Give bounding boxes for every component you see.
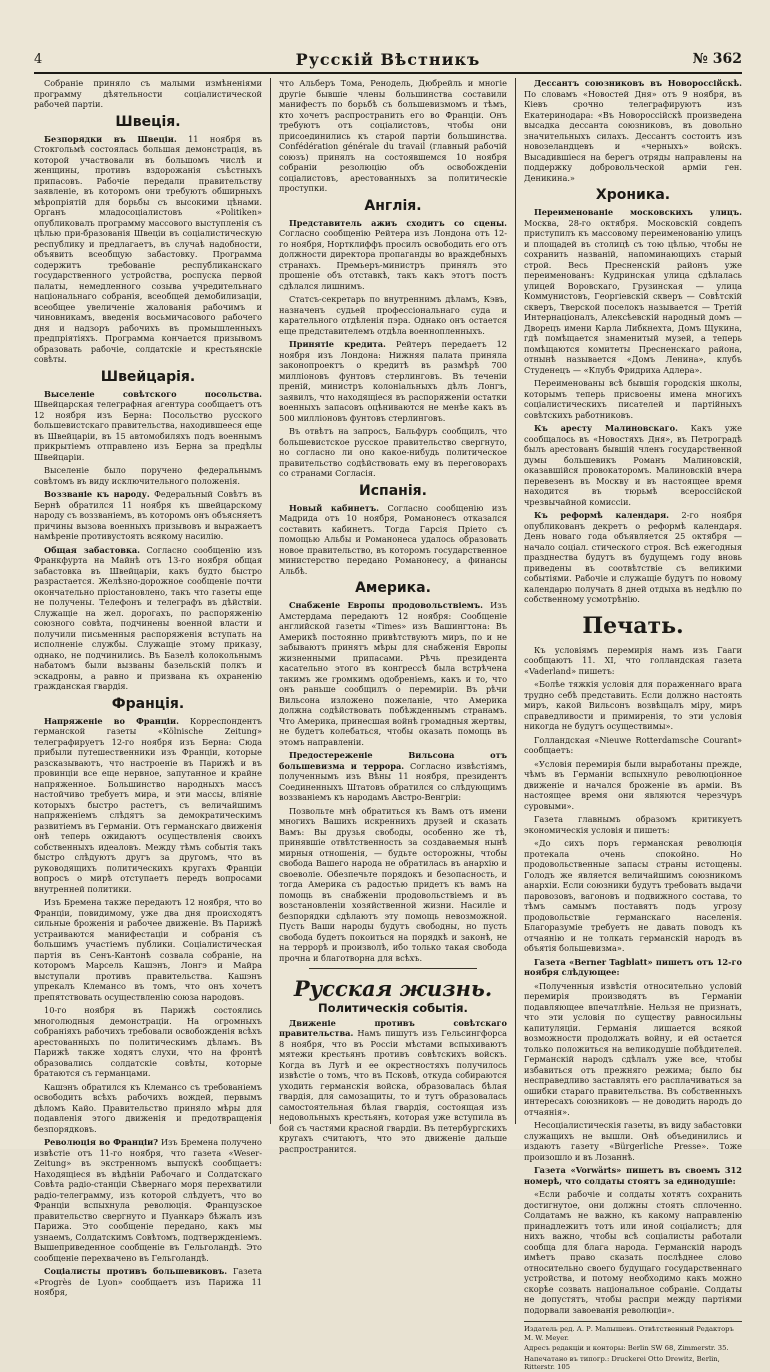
article-france — [34, 716, 262, 895]
article-text: Въ отвѣтъ на запросъ, Бальфуръ сообщилъ, что большевистское русское правительство свергнуто, но согласно ли оно какое-нибудь политическое правительство содѣйствовать ему въ переговорахъ со странами Согласія. — [279, 426, 507, 478]
section-heading-press: Печать. — [582, 612, 684, 639]
article-text: Несоціалистическія газеты, въ виду забастовки служащихъ не вышли. Онѣ объединились и издаютъ газету «Bürgerliche Presse». Тоже произошло и въ Лозаннѣ. — [524, 1120, 742, 1162]
issue-number: № 362 — [692, 51, 742, 67]
article-text: Къ условіямъ перемирія намъ изъ Гааги сообщаютъ 11. XI, что голландская газета «Vaderland» пишетъ: — [524, 644, 742, 676]
article-text: Намъ пишутъ изъ Гельсингфорса 8 ноября, что въ Россіи мѣстами вспыхиваютъ мятежи крестьянъ противъ совѣтскихъ войскъ. Когда въ Лугѣ и ее окрестностяхъ получилось извѣстіе о томъ, что въ Псковѣ, откуда собираются уходить германскія войска, образовалась бѣлая гвардія, для самозащиты, то и тутъ образовалась самостоятельная бѣлая гвардія, состоящая изъ недовольныхъ крестьянъ, которая уже вступила въ бой съ частями красной гвардіи. Въ петербургскихъ кругахъ считаютъ, что это движеніе дальше распространится. — [279, 1028, 507, 1154]
article-movement — [279, 1018, 507, 1155]
article-lead: Новый кабинетъ. — [289, 502, 379, 513]
imprint-line: Издатель ред. А. Р. Малышевъ. Отвѣтственный Редакторъ М. W. Meyer. — [524, 1325, 734, 1342]
article-sweden — [34, 134, 262, 365]
article-strike — [34, 545, 262, 692]
article-appeal — [34, 489, 262, 542]
article-text: что Альберъ Тома, Ренодель, Дюбрейль и многіе другіе бывшіе члены большинства составили манифестъ по борьбѣ съ большевизмомъ и тѣмъ, кто хочетъ распространить его во Франціи. Онъ требуютъ отъ соціалистовъ, чтобы они присоединились къ старой партіи большинства. Confédération générale du travail (главный рабочій союзъ) принялъ на состоявшемся 10 ноября собраніи резолюцію объ освобожденіи соціалистовъ, арестованныхъ за политическіе проступки. — [279, 78, 507, 193]
masthead — [34, 50, 742, 74]
article-credit — [279, 339, 507, 423]
article-text: Согласно сообщенію Рейтера изъ Лондона отъ 12-го ноября, Нортклиффъ просилъ освободить его отъ должности директора пропаганды во враждебныхъ странахъ. Премьеръ-министръ принялъ это прошеніе объ отставкѣ, такъ какъ этотъ постъ сдѣлался лишнимъ. — [279, 228, 507, 291]
article-wilson — [279, 750, 507, 803]
article-quote: «Болѣе тяжкія условія для пораженнаго врага трудно себѣ представить. Если должно настоять миръ, какой Вильсонъ возвѣщалъ міру, миръ справедливости и примиренія, то эти условія никогда не будутъ осуществимы». — [524, 679, 742, 731]
article-lead: Къ аресту Малиновскаго. — [534, 423, 678, 433]
article-text: По словамъ «Новостей Дня» отъ 9 ноября, въ Кіевъ срочно телеграфируютъ изъ Екатеринодара: «Въ Новороссійскѣ произведена высадка дессанта союзниковъ, въ довольно значительныхъ силахъ. Дессантъ состоитъ изъ новозеландцевъ и «черныхъ» войскъ. Высадившіеся на берегъ отряды направлены на поддержку добровольческой арміи ген. Деникина.» — [524, 88, 742, 183]
article-quote: «Если рабочіе и солдаты хотятъ сохранить достигнутое, они должны стоять сплоченно. Солдатамъ не важно, къ какому направленію принадлежитъ тотъ или иной соціалистъ; для нихъ важно, чтобы всѣ соціалисты работали сообща для блага народа. Германскій народъ имѣетъ право сказать послѣднее слово относительно своего будущаго государственнаго устройства, и потому необходимо какъ можно скорѣе созвать національное собраніе. Солдаты не допустятъ, чтобы распри между партіями подорвали завоеванія революціи». — [524, 1189, 742, 1315]
article-text: Изъ Бремена получено извѣстіе отъ 11-го ноября, что газета «Weser-Zeitung» въ экстренномъ выпускѣ сообщаетъ: Находящіеся въ вѣдѣніи Рабочаго и Солдатскаго Совѣта радіо-станціи Сѣвернаго моря перехватили радіо-телеграмму, изъ которой слѣдуетъ, что во Франціи вспыхнула революція. Французское правительство свергнуто и Пуанкарэ бѣжалъ изъ Парижа. Это сообщеніе передано, какъ мы узнаемъ, Солдатскимъ Совѣтомъ, подтвержденіемъ. Вышеприведенное сообщеніе въ Гельголандѣ. Это сообщеніе перехвачено въ Гельголандѣ. — [34, 1137, 262, 1263]
article-text: Выселеніе было поручено федеральнымъ совѣтомъ въ виду исключительного положенія. — [34, 465, 262, 486]
article-text: Федеральный Совѣтъ въ Бернѣ обратился 11 ноября къ швейцарскому народу съ воззваніемъ, въ которомъ онъ объясняетъ причины вызова военныхъ призывовъ и выражаетъ намѣреніе противустоять всякому насилію. — [34, 489, 262, 541]
divider — [309, 968, 477, 969]
article-cabinet — [279, 503, 507, 577]
article-lead: Выселеніе совѣтского посольства. — [44, 388, 262, 399]
article-lead: Предостереженіе Вильсона отъ большевизма и террора. — [279, 750, 507, 771]
article-text: 2-го ноября опубликованъ декретъ о реформѣ календаря. День новаго года объявляется 25 октября — начало соціал. стического строя. Всѣ ежегодныя празднества будутъ въ будущемъ году вновь приведены въ соотвѣтствіе съ великими событіями. Рабочіе и служащіе будутъ по новому календарю получать 8 дней отдыха въ недѣлю по собственному усмотрѣнію. — [524, 510, 742, 604]
intro-paragraph: Собраніе приняло съ малыми измѣненіями программу дѣятельности соціалистической рабочей партіи. — [34, 78, 262, 109]
article-text: Москва, 28-го октября. Московскій совдепъ приступилъ къ массовому переименованію улицъ и площадей въ столицѣ съ тою цѣлью, чтобы не сохранить названій, напоминающихъ старый строй. Весь Пресненскій районъ уже переименованъ: Кудринская улица сдѣлалась улицей Воровскаго, Грузинская — улица Коммунистовъ, Георгіевскій скверъ — Совѣтскій скверъ, Тверской поселокъ называется — Третій Интернаціоналъ, Алексѣевскій народный домъ — Дворецъ имени Карла Либкнехта, Домъ Щукина, гдѣ помѣщается знаменитый музей, а теперь помѣщаются комитеты Пресненскаго района, отнынѣ называется «Домъ Ленина», клубъ Студенецъ — «Клубъ Фридриха Адлера». — [524, 217, 742, 375]
article-lead: Дессантъ союзниковъ въ Новороссійскѣ. — [534, 78, 742, 88]
article-lead: Безпорядки въ Швеціи. — [44, 133, 177, 144]
imprint — [524, 1321, 742, 1372]
article-streets — [524, 207, 742, 375]
article-text: Согласно сообщенію изъ Франкфурта на Майнѣ отъ 13-го ноября общая забастовка въ Швейцаріи, какъ будто быстро разрастается. Желѣзно-дорожное сообщеніе почти окончательно пріостановлено, такъ что газеты еще не получены. Телефонъ и телеграфъ въ дѣйствіи. Служащіе на жел. дорогахъ, по распоряженію союзного совѣта, подчинены военной власти и получили письменныя распоряженія вступать на исполненіе службы. Служащіе этому приказу, однако, не подчинились. Въ Базелѣ колокольнымъ набатомъ были вызваны базельскій полкъ и эскадроны, а равно и призвана къ охраненію гражданская гвардія. — [34, 544, 262, 691]
article-lead: Воззваніе къ народу. — [44, 489, 150, 499]
article-text: Газета главнымъ образомъ критикуетъ экономическія условія и пишетъ: — [524, 814, 742, 835]
article-quote: «До сихъ поръ германская революція протекала очень спокойно. Но продовольственные запасы страны истощены. Голодъ же является величайшимъ союзникомъ анархіи. Если союзники будутъ требовать выдачи паровозовъ, вагоновъ и подвижного состава, то тѣмъ самымъ поставятъ подъ угрозу продовольствіе германскаго населенія. Благоразуміе требуетъ не давать поводъ къ отчаянію и не толкать германскій народъ въ объятія большевизма». — [524, 838, 742, 953]
article-revolution — [34, 1137, 262, 1263]
article-lead: Соціалисты противъ большевиковъ. — [44, 1266, 228, 1276]
article-text: Газета «Progrès de Lyon» сообщаетъ изъ Парижа 11 ноября, — [34, 1266, 263, 1297]
section-heading-france: Франція. — [111, 695, 185, 712]
article-text: 11 ноября въ Стокгольмѣ состоялась большая демонстрація, въ которой участвовали въ большомъ числѣ и женщины, противъ вздорожанія съѣстныхъ припасовъ. Рабочіе передали правительству заявленіе, въ которомъ они требуютъ обширныхъ мѣропріятій для борьбы съ высокими цѣнами. Органъ младосоціалистовъ «Politiken» опубликовалъ программу массового выступленія съ цѣлью при-бразованія Швеціи въ соціалистическую республику и предлагаетъ, въ случаѣ надобности, объявить всеобщую забастовку. Программа содержитъ требованіе республиканскаго государственного устройства, роспуска первой палаты, немедленного созыва учредительнаго національнаго собранія, всеобщей демобилизаціи, всеобщее увеличеніе жалованія рабочимъ и чиновникамъ, введенія восьмичасового рабочего дня и надзоръ рабочихъ въ промышленныхъ предпріятіяхъ. Программа кончается призывомъ образовать рабочіе, солдатскіе и крестьянскіе совѣты. — [34, 133, 262, 364]
article-lead: Газета «Berner Tagblatt» пишетъ отъ 12-го ноября слѣдующее: — [524, 956, 742, 977]
article-malinovsky — [524, 423, 742, 507]
article-text: Корреспондентъ германской газеты «Kölnische Zeitung» телеграфируетъ 12-го ноября изъ Берна: Сюда прибыли путешественники изъ Франціи, которые разсказываютъ, что настроеніе въ Парижѣ и въ провинціи все еще нервное, запутанное и крайне напряженное. Большинство народныхъ массъ настойчиво требуетъ мира, и эти массы, вліяніе которыхъ быстро растетъ, съ величайшимъ напряженіемъ слѣдятъ за демократическимъ развитіемъ въ Германіи. Отъ германскаго движенія онѣ теперь ожидаютъ осуществленія своихъ собственныхъ идеаловъ. Между тѣмъ событія такъ быстро слѣдуютъ другъ за другомъ, что въ руководящихъ политическихъ кругахъ Франціи вопросъ о мирѣ отступаетъ передъ вопросами внутренней политики. — [34, 715, 262, 894]
column-rule — [270, 78, 271, 1124]
article-lead: Переименованіе московскихъ улицъ. — [534, 207, 742, 217]
section-heading-chronicle: Хроника. — [595, 187, 671, 203]
article-lead: Представитель ажиъ сходитъ со сцены. — [289, 217, 507, 228]
newspaper-title: Русскій Вѣстникъ — [295, 50, 481, 69]
article-text: Согласно сообщенію изъ Мадрида отъ 10 ноября, Романонесъ отказался составить кабинетъ. Тогда Гарсія Пріето съ помощью Альбы и Романонеса удалось образовать новое правительство, въ которомъ государственное министерство передано Романонесу, а финансы Альбѣ. — [279, 502, 507, 576]
column-3 — [524, 78, 742, 1371]
article-lead: Газета «Vorwärts» пишетъ въ своемъ 312 номерѣ, что солдаты стоятъ за единодушіе: — [524, 1165, 742, 1186]
section-heading-switzerland: Швейцарія. — [100, 368, 196, 385]
article-text: Позвольте мнѣ обратиться къ Вамъ отъ имени многихъ Вашихъ искреннихъ друзей и сказать Вамъ: Вы друзья свободы, особенно же тѣ, принявшіе отвѣтственность за создаваемыя нынѣ мирныя отношенія, — будьте осторожны, чтобы свобода Вашего народа не обратилась въ анархію и своеволіе. Обезпечьте порядокъ и безопасность, и тогда Америка съ радостью придетъ къ вамъ на помощь въ снабженіи продовольствіемъ и въ возстановленіи хозяйственной жизни. Насиліе и безпорядки сдѣлаютъ эту помощь невозможной. Пусть Ваши народы будутъ свободны, но пусть свобода будетъ покоиться на порядкѣ и законѣ, не на террорѣ и произволѣ, ибо только такая свобода прочна и благотворна для всѣхъ. — [279, 805, 507, 963]
article-calendar — [524, 510, 742, 605]
article-lead: Напряженіе во Франціи. — [44, 715, 179, 726]
article-lead: Революція во Франціи? — [44, 1137, 158, 1147]
article-text: Изъ Бремена также передаютъ 12 ноября, что во Франціи, повидимому, уже два дня происходятъ сильные броженія и рабочее движеніе. Въ Парижѣ устраиваются манифестаціи и собранія съ большимъ участіемъ публики. Соціалистическая партія въ Сенъ-Кантонѣ созвала собраніе, на которомъ Марсель Кашэнъ, Лонгэ и Майра выступали противъ правительства. Кашэнъ упрекалъ Клемансо въ томъ, что онъ хочетъ препятствовать осуществленію союза народовъ. — [34, 897, 262, 1002]
article-socialists — [34, 1266, 262, 1298]
subheading-political-events: Политическія событія. — [318, 1001, 468, 1015]
article-text: Статсъ-секретарь по внутреннимъ дѣламъ, Кэвъ, назначенъ судьей профессіональнаго суда и карательного отдѣленія пэра. Однако онъ остается еще представителемъ отдѣла военнопленныхъ. — [279, 294, 507, 336]
column-rule — [515, 78, 516, 1124]
article-landing — [524, 78, 742, 183]
section-heading-russian-life: Русская жизнь. — [293, 976, 493, 1001]
article-embassy — [34, 389, 262, 463]
article-lead: Движеніе противъ совѣтскаго правительства. — [279, 1017, 507, 1038]
article-food-supply — [279, 600, 507, 747]
article-lead: Къ реформѣ календаря. — [534, 510, 670, 520]
article-text: Переименованы всѣ бывшія городскія школы, которымъ теперь присвоены имена многихъ соціалистическихъ писателей и партійныхъ совѣтскихъ работниковъ. — [524, 378, 742, 420]
article-quote: «Условія перемирія были выработаны прежде, чѣмъ въ Германіи вспыхнуло революціонное движеніе и начался броженіе въ арміи. Въ настоящее время они являются черезчуръ суровыми». — [524, 758, 742, 811]
article-text: Голландская «Nieuwe Rotterdamsche Courant» сообщаетъ: — [524, 734, 742, 755]
article-text: Рейтеръ передаетъ 12 ноября изъ Лондона: Нижняя палата приняла законопроектъ о кредитѣ въ размѣрѣ 700 милліоновъ фунтовъ стерлинговъ. Въ теченіи преній, министръ колоніальныхъ дѣлъ Лонгъ, заявилъ, что находящіеся въ распоряженіи остатки военныхъ запасовъ оцѣниваются не менѣе какъ въ 500 милліоновъ фунтовъ стерлинговъ. — [279, 339, 507, 423]
article-lead: Снабженіе Европы продовольствіемъ. — [289, 600, 484, 610]
article-text: Согласно извѣстіямъ, полученнымъ изъ Вѣны 11 ноября, президентъ Соединенныхъ Штатовъ обратился со слѣдующимъ воззваніемъ къ народамъ Австро-Венгріи: — [279, 760, 507, 802]
article-lead: Общая забастовка. — [44, 544, 141, 555]
imprint-line: Адресъ редакціи и конторы: Berlin SW 68, Zimmerstr. 35. — [524, 1344, 729, 1352]
article-lead: Принятіе кредита. — [289, 339, 386, 349]
imprint-line: Напечатано въ типогр.: Druckerei Otto Drewitz, Berlin, Ritterstr. 105 — [524, 1354, 720, 1371]
section-heading-england: Англія. — [364, 197, 422, 214]
article-northcliffe — [279, 218, 507, 292]
article-text: Какъ уже сообщалось въ «Новостяхъ Дня», въ Петроградѣ былъ арестованъ бывшій членъ государственной думы большевикъ Романъ Малиновскій, оказавшійся провокаторомъ. Малиновскій вчера перевезенъ въ Москву и въ настоящее время находится въ тюрьмѣ всероссійской чрезвычайной комиссіи. — [524, 423, 742, 507]
column-2 — [279, 78, 507, 1154]
article-quote: «Полученныя извѣстія относительно условій перемирія производятъ въ Германіи подавляющее впечатлѣніе. Нельзя не признать, что эти условія по существу равносильны капитуляціи. Германія лишается всякой возможности продолжать войну, и ей остается только положиться на великодушіе побѣдителей. Германскій народъ сдѣлалъ уже все, чтобы избавиться отъ прежняго режима; было бы несправедливо заставлять его расплачиваться за ошибки стараго правительства. Въ собственныхъ интересахъ союзниковъ — не доводить народъ до отчаянія». — [524, 980, 742, 1117]
section-heading-america: Америка. — [355, 580, 431, 596]
article-text: 10-го ноября въ Парижѣ состоялись многолюдныя демонстраціи. На огромныхъ собраніяхъ рабочихъ требовали освобожденія всѣхъ арестованныхъ по политическимъ дѣламъ. Въ Парижѣ также ходятъ слухи, что на фронтѣ образовались солдатскіе совѣты, которые братаются съ германцами. — [34, 1005, 262, 1078]
section-heading-spain: Испанія. — [359, 482, 427, 499]
page-mark: 4 — [34, 52, 43, 67]
section-heading-sweden: Швеція. — [115, 113, 181, 130]
article-text: Изъ Амстердама передаютъ 12 ноября: Сообщеніе английской газеты «Times» изъ Вашингтона: Въ Америкѣ постоянно привѣтствуютъ миръ, по и не забываютъ принятъ мѣры для снабженія Европы жизненными припасами. Рѣчь президента касательно этого въ конгрессѣ была встрѣчена такимъ же громкимъ одобреніемъ, какъ и то, что онъ раньше сообщилъ о перемиріи. Въ рѣчи Вильсона изложено пожеланіе, что Америка должна содѣйствовать побѣжденнымъ странамъ. Что Америка, принесшая войнѣ громадныя жертвы, не будетъ колебаться, чтобы оказать помощь въ этомъ направленіи. — [279, 600, 507, 747]
column-1 — [34, 78, 263, 1297]
article-text: Швейцарская телеграфная агентура сообщаетъ отъ 12 ноября изъ Берна: Посольство русского большевистскаго правительства, находившееся еще въ Швейцаріи, въ 15 автомобиляхъ подъ военнымъ прикрытіемъ отправлено изъ Берна за предѣлы Швейцаріи. — [34, 399, 263, 462]
article-text: Кашэнъ обратился къ Клемансо съ требованіемъ освободить всѣхъ рабочихъ вождей, первымъ дѣломъ Кайо. Правительство приняло мѣры для подавленія этого движенія и предотвращенія безпорядковъ. — [34, 1081, 262, 1134]
